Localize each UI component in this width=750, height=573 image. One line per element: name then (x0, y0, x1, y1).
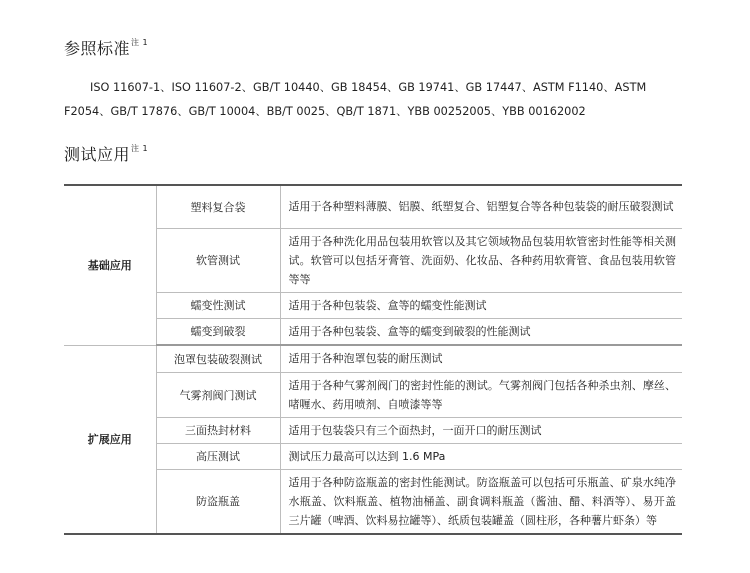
category-basic: 基础应用 (64, 185, 156, 345)
table-row (64, 443, 682, 469)
table-row (64, 185, 682, 228)
test-name: 塑料复合袋 (156, 185, 280, 228)
test-description: 适用于各种包装袋、盒等的蠕变性能测试 (280, 292, 682, 318)
test-name: 蠕变性测试 (156, 292, 280, 318)
applications-heading (64, 142, 148, 165)
test-description: 适用于各种洗化用品包装用软管以及其它领域物品包装用软管密封性能等相关测试。软管可以包括牙膏管、洗面奶、化妆品、各种药用软膏管、食品包装用软管等等 (280, 228, 682, 292)
test-description: 适用于各种包装袋、盒等的蠕变到破裂的性能测试 (280, 318, 682, 345)
test-description: 适用于各种塑料薄膜、铝膜、纸塑复合、铝塑复合等各种包装袋的耐压破裂测试 (280, 185, 682, 228)
table-row (64, 469, 682, 534)
table-row (64, 372, 682, 417)
table-row (64, 318, 682, 345)
table-row (64, 292, 682, 318)
standards-title: 参照标准 (64, 39, 131, 58)
test-description: 适用于各种气雾剂阀门的密封性能的测试。气雾剂阀门包括各种杀虫剂、摩丝、啫喱水、药用喷剂、自喷漆等等 (280, 372, 682, 417)
table-row (64, 417, 682, 443)
test-name: 防盗瓶盖 (156, 469, 280, 534)
test-name: 高压测试 (156, 443, 280, 469)
category-extended: 扩展应用 (64, 345, 156, 534)
test-description: 适用于各种防盗瓶盖的密封性能测试。防盗瓶盖可以包括可乐瓶盖、矿泉水纯净水瓶盖、饮料瓶盖、植物油桶盖、副食调料瓶盖（酱油、醋、料酒等）、易开盖三片罐（啤酒、饮料易拉罐等）、纸质包装罐盖（圆柱形，各种薯片虾条）等 (280, 469, 682, 534)
standards-text: ISO 11607-1、ISO 11607-2、GB/T 10440、GB 18454、GB 19741、GB 17447、ASTM F1140、ASTM F2054、GB/T 17876、GB/T 10004、BB/T 0025、QB/T 1871、YBB 00252005、YBB 00162002 (64, 81, 647, 118)
applications-title: 测试应用 (64, 145, 131, 164)
test-name: 蠕变到破裂 (156, 318, 280, 345)
standards-paragraph (64, 76, 692, 124)
test-name: 气雾剂阀门测试 (156, 372, 280, 417)
table-row (64, 228, 682, 292)
table-row (64, 345, 682, 372)
standards-heading (64, 36, 148, 59)
applications-note: 注 1 (131, 144, 149, 153)
test-name: 软管测试 (156, 228, 280, 292)
test-description: 测试压力最高可以达到 1.6 MPa (280, 443, 682, 469)
test-name: 泡罩包装破裂测试 (156, 345, 280, 372)
standards-note: 注 1 (131, 38, 149, 47)
applications-table (64, 184, 682, 535)
test-description: 适用于各种泡罩包装的耐压测试 (280, 345, 682, 372)
test-description: 适用于包装袋只有三个面热封，一面开口的耐压测试 (280, 417, 682, 443)
test-name: 三面热封材料 (156, 417, 280, 443)
